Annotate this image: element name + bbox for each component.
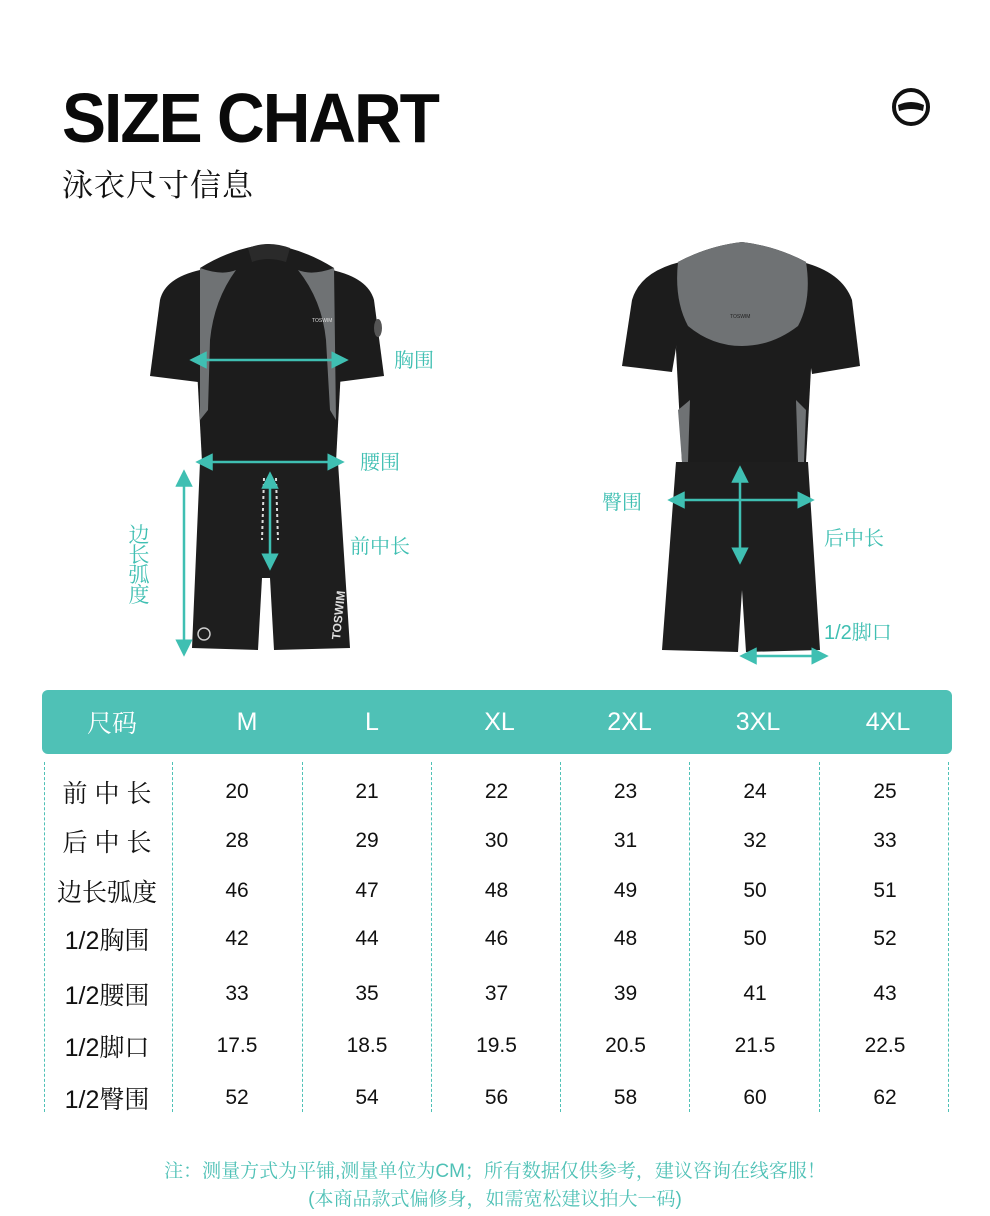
label-back-rise: 后中长 bbox=[824, 528, 884, 550]
header-size-m: M bbox=[236, 707, 258, 736]
label-side-length: 边长弧度 bbox=[128, 524, 150, 607]
table-row bbox=[42, 919, 952, 959]
table-row bbox=[42, 821, 952, 861]
label-chest: 胸围 bbox=[394, 350, 434, 372]
front-shorts-logo: TOSWIM bbox=[329, 590, 349, 641]
header-size-l: L bbox=[365, 707, 379, 736]
table-cell: 48 bbox=[613, 927, 638, 950]
table-header bbox=[42, 690, 952, 754]
table-cell: 54 bbox=[355, 1086, 379, 1109]
back-logo-text: TOSWIM bbox=[730, 314, 751, 320]
label-front-rise: 前中长 bbox=[350, 536, 410, 558]
table-cell: 29 bbox=[355, 829, 379, 852]
table-cell: 22 bbox=[484, 780, 509, 803]
measurement-note: 注：测量方式为平铺,测量单位为CM；所有数据仅供参考，建议咨询在线客服！ bbox=[164, 1161, 826, 1182]
page-title: SIZE CHART bbox=[62, 79, 438, 157]
table-cell: 52 bbox=[873, 927, 897, 950]
table-cell: 49 bbox=[613, 879, 638, 902]
table-cell: 46 bbox=[225, 879, 249, 902]
row-label: 1/2腰围 bbox=[64, 982, 150, 1010]
table-cell: 60 bbox=[743, 1086, 767, 1109]
row-label: 1/2脚口 bbox=[64, 1034, 150, 1062]
mask-logo-icon bbox=[890, 86, 932, 128]
table-cell: 21 bbox=[355, 780, 379, 803]
back-garment bbox=[622, 242, 860, 652]
table-row bbox=[42, 1078, 952, 1118]
table-cell: 24 bbox=[743, 780, 767, 803]
row-label: 后 中 长 bbox=[62, 829, 152, 857]
table-cell: 21.5 bbox=[734, 1034, 776, 1057]
table-cell: 41 bbox=[743, 982, 767, 1005]
header-size-3xl: 3XL bbox=[735, 707, 781, 736]
table-body bbox=[42, 762, 952, 1112]
table-cell: 25 bbox=[873, 780, 897, 803]
table-cell: 39 bbox=[613, 982, 638, 1005]
table-cell: 17.5 bbox=[216, 1034, 258, 1057]
label-waist: 腰围 bbox=[360, 452, 400, 474]
table-cell: 32 bbox=[743, 829, 767, 852]
header-size-2xl: 2XL bbox=[607, 707, 652, 736]
table-cell: 42 bbox=[225, 927, 249, 950]
table-cell: 18.5 bbox=[346, 1034, 388, 1057]
table-cell: 22.5 bbox=[864, 1034, 906, 1057]
table-cell: 31 bbox=[613, 829, 638, 852]
table-cell: 50 bbox=[743, 879, 767, 902]
table-cell: 20 bbox=[225, 780, 249, 803]
header-size-4xl: 4XL bbox=[865, 707, 911, 736]
header-size-label: 尺码 bbox=[86, 710, 137, 738]
garment-diagram bbox=[0, 230, 990, 670]
front-logo-text: TOSWIM bbox=[312, 318, 333, 324]
table-cell: 28 bbox=[225, 829, 249, 852]
table-cell: 33 bbox=[873, 829, 897, 852]
row-label: 边长弧度 bbox=[56, 879, 157, 907]
header-size-xl: XL bbox=[484, 707, 515, 736]
table-cell: 46 bbox=[484, 927, 509, 950]
row-label: 1/2胸围 bbox=[64, 927, 150, 955]
label-leg-opening: 1/2脚口 bbox=[824, 622, 892, 644]
table-cell: 33 bbox=[225, 982, 249, 1005]
table-row bbox=[42, 974, 952, 1014]
table-cell: 62 bbox=[873, 1086, 897, 1109]
table-row bbox=[42, 772, 952, 812]
table-cell: 51 bbox=[873, 879, 897, 902]
table-cell: 20.5 bbox=[605, 1034, 646, 1057]
table-cell: 52 bbox=[225, 1086, 249, 1109]
label-hip: 臀围 bbox=[602, 492, 642, 514]
table-cell: 30 bbox=[484, 829, 509, 852]
table-cell: 44 bbox=[355, 927, 379, 950]
row-label: 前 中 长 bbox=[62, 780, 152, 808]
table-cell: 23 bbox=[613, 780, 638, 803]
page-subtitle: 泳衣尺寸信息 bbox=[62, 168, 254, 203]
table-cell: 37 bbox=[484, 982, 509, 1005]
table-cell: 58 bbox=[613, 1086, 638, 1109]
table-cell: 47 bbox=[355, 879, 379, 902]
table-row bbox=[42, 1026, 952, 1066]
fit-note: (本商品款式偏修身，如需宽松建议拍大一码) bbox=[308, 1189, 682, 1210]
size-table bbox=[42, 690, 952, 1112]
table-cell: 48 bbox=[484, 879, 509, 902]
table-cell: 56 bbox=[484, 1086, 509, 1109]
table-cell: 19.5 bbox=[476, 1034, 517, 1057]
row-label: 1/2臀围 bbox=[64, 1086, 150, 1114]
table-cell: 43 bbox=[873, 982, 897, 1005]
table-cell: 50 bbox=[743, 927, 767, 950]
table-row bbox=[42, 871, 952, 911]
table-cell: 35 bbox=[355, 982, 379, 1005]
